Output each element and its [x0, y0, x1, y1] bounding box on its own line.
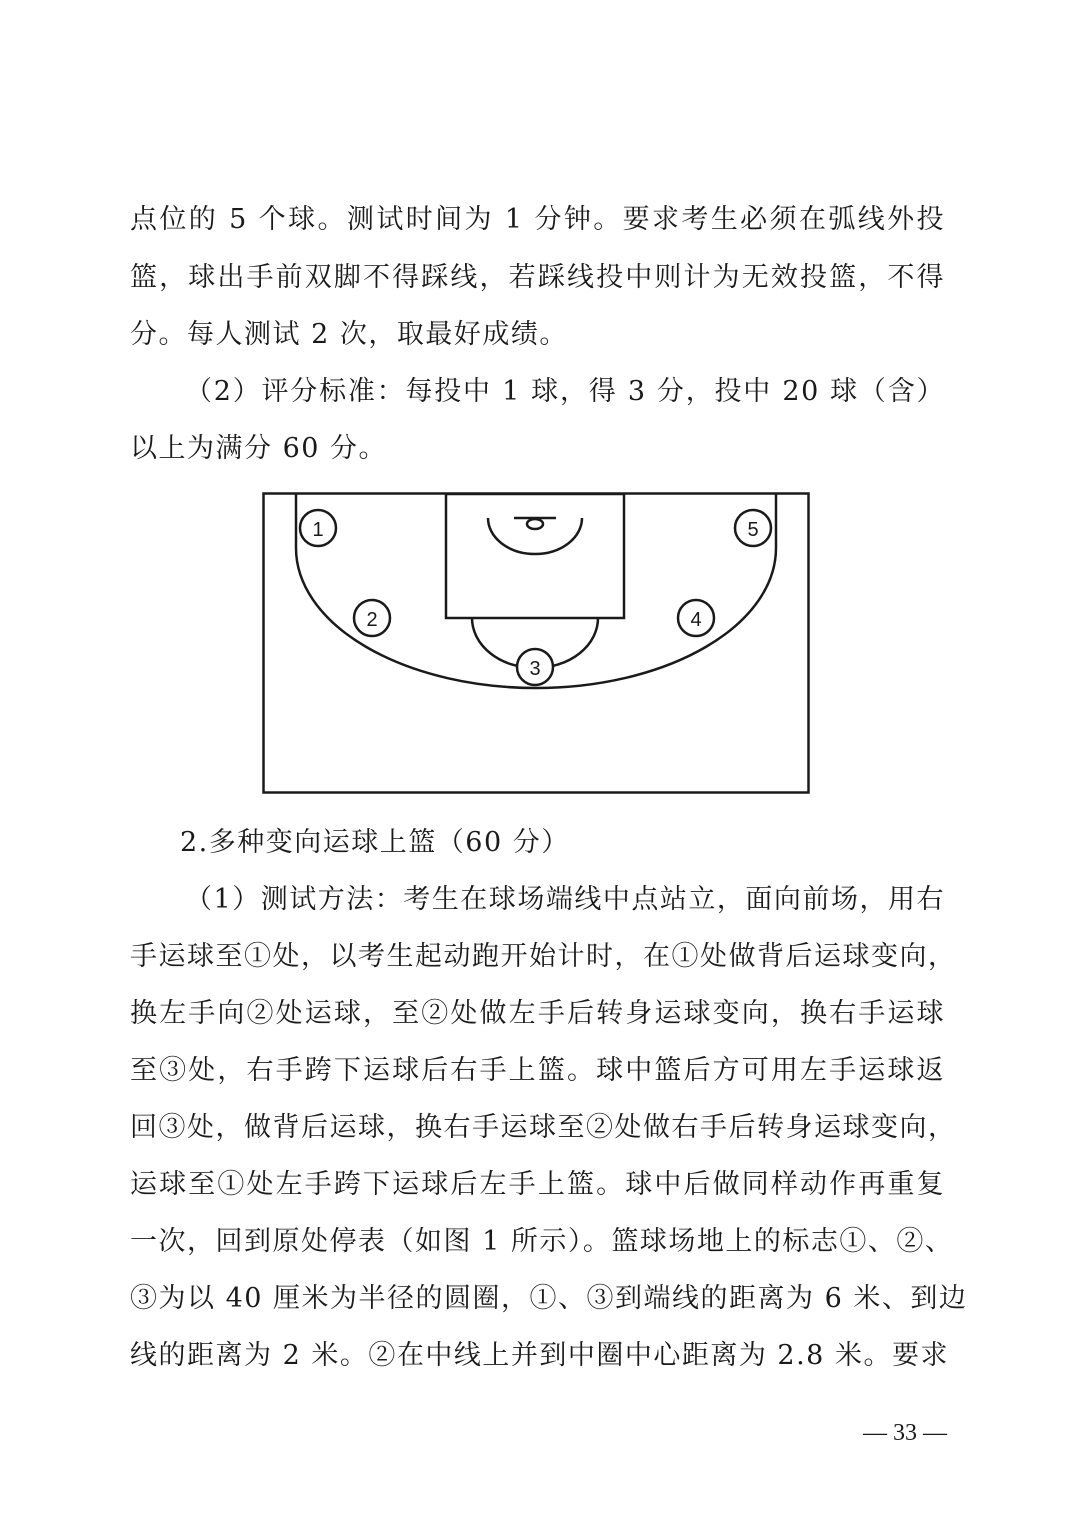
- marker-1: [300, 510, 336, 546]
- paragraph-1-line-3: 分。每人测试 2 次，取最好成绩。: [130, 319, 568, 350]
- paragraph-3-line-8: ③为以 40 厘米为半径的圆圈，①、③到端线的距离为 6 米、到边: [130, 1283, 968, 1314]
- restricted-arc: [488, 518, 582, 554]
- court-boundary: [264, 494, 809, 793]
- marker-2-label: 2: [366, 609, 378, 631]
- marker-2: [354, 600, 390, 636]
- marker-3-label: 3: [529, 658, 541, 680]
- free-throw-lane: [446, 494, 624, 618]
- paragraph-1-line-1: 点位的 5 个球。测试时间为 1 分钟。要求考生必须在弧线外投: [130, 204, 945, 235]
- marker-4: [678, 600, 714, 636]
- court-diagram: [262, 492, 810, 794]
- section-heading: 2.多种变向运球上篮（60 分）: [180, 827, 570, 858]
- marker-3: [517, 649, 553, 685]
- page-number: — 33 —: [863, 1420, 947, 1446]
- paragraph-3-line-1: （1）测试方法：考生在球场端线中点站立，面向前场，用右: [185, 884, 945, 915]
- paragraph-1-line-2: 篮，球出手前双脚不得踩线，若踩线投中则计为无效投篮，不得: [130, 262, 945, 293]
- paragraph-3-line-9: 线的距离为 2 米。②在中线上并到中圈中心距离为 2.8 米。要求: [130, 1340, 949, 1371]
- paragraph-3-line-7: 一次，回到原处停表（如图 1 所示）。篮球场地上的标志①、②、: [130, 1226, 954, 1257]
- marker-5-label: 5: [747, 519, 759, 541]
- marker-5: [735, 510, 771, 546]
- paragraph-2-line-2: 以上为满分 60 分。: [130, 433, 388, 464]
- paragraph-3-line-2: 手运球至①处，以考生起动跑开始计时，在①处做背后运球变向，: [130, 941, 957, 972]
- paragraph-3-line-6: 运球至①处左手跨下运球后左手上篮。球中后做同样动作再重复: [130, 1169, 945, 1200]
- marker-4-label: 4: [690, 609, 702, 631]
- paragraph-3-line-3: 换左手向②处运球，至②处做左手后转身运球变向，换右手运球: [130, 998, 945, 1029]
- hoop: [527, 519, 543, 529]
- paragraph-3-line-4: 至③处，右手跨下运球后右手上篮。球中篮后方可用左手运球返: [130, 1055, 945, 1086]
- paragraph-2-line-1: （2）评分标准：每投中 1 球，得 3 分，投中 20 球（含）: [185, 376, 945, 407]
- marker-1-label: 1: [312, 519, 324, 541]
- paragraph-3-line-5: 回③处，做背后运球，换右手运球至②处做右手后转身运球变向，: [130, 1112, 957, 1143]
